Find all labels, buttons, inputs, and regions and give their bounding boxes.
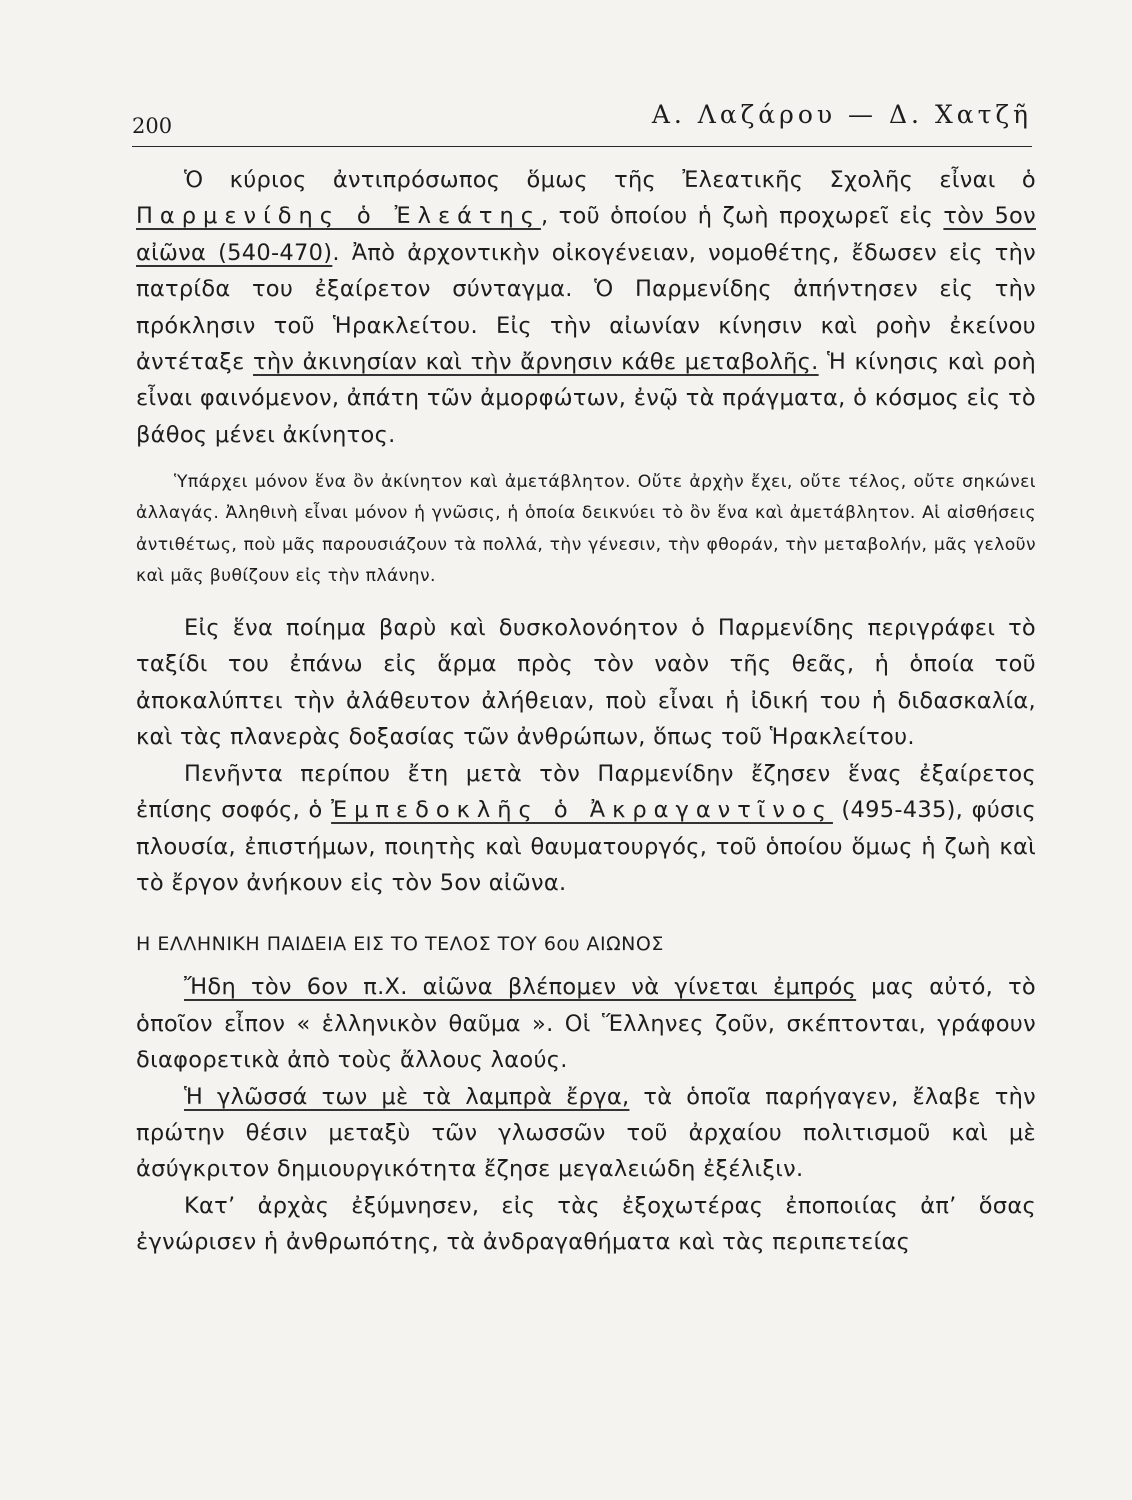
paragraph-poem: Εἰς ἕνα ποίημα βαρὺ καὶ δυσκολονόητον ὁ Παρμενίδης περιγράφει τὸ ταξίδι του ἐπάνω εἰς ἅρμα πρὸς τὸν ναὸν τῆς θεᾶς, ἡ ὁποία τοῦ ἀποκαλύπτει τὴν ἀλάθευτον ἀλήθειαν, ποὺ εἶναι ἡ ἰδική του ἡ διδασκαλία, καὶ τὰς πλανερὰς δοξασίας τῶν ἀνθρώπων, ὅπως τοῦ Ἡρακλείτου.: [136, 615, 1036, 751]
running-head: Α. Λαζάρου — Δ. Χατζῆ: [651, 100, 1032, 129]
paragraph-language: [136, 1079, 1036, 1188]
paragraph-empedocles: [136, 756, 1036, 902]
quotation-parmenides: Ὑπάρχει μόνον ἕνα ὂν ἀκίνητον καὶ ἀμετάβλητον. Οὔτε ἀρχὴν ἔχει, οὔτε τέλος, οὔτε σηκώνει ἀλλαγάς. Ἀληθινὴ εἶναι μόνον ἡ γνῶσις, ἡ ὁποία δεικνύει τὸ ὂν ἕνα καὶ ἀμετάβλητον. Αἱ αἰσθήσεις ἀντιθέτως, ποὺ μᾶς παρουσιάζουν τὰ πολλά, τὴν γένεσιν, τὴν φθοράν, τὴν μεταβολήν, μᾶς γελοῦν καὶ μᾶς βυθίζουν εἰς τὴν πλάνην.: [136, 472, 1036, 586]
text-span: Ὁ κύριος ἀντιπρόσωπος ὅμως τῆς Ἐλεατικῆς Σχολῆς εἶναι ὁ: [184, 167, 1036, 193]
section-heading: Η ΕΛΛΗΝΙΚΗ ΠΑΙΔΕΙΑ ΕΙΣ ΤΟ ΤΕΛΟΣ ΤΟΥ 6ου ΑΙΩΝΟΣ: [136, 933, 664, 956]
paragraph-greek-miracle: [136, 969, 1036, 1078]
text-span: Ἡ κίνησις καὶ ροὴ εἶναι φαινόμενον, ἀπάτη τῶν ἀμορφώτων, ἐνῷ τὰ πράγματα, ὁ κόσμος εἰς τὸ βάθος μένει ἀκίνητος.: [136, 349, 1037, 448]
page-header: [132, 96, 1032, 147]
text-span: Πενῆντα περίπου ἔτη μετὰ τὸν Παρμενίδην ἔζησεν ἕνας ἐξαίρετος ἐπίσης σοφός, ὁ: [136, 760, 1036, 824]
text-span: (495-435), φύσις πλουσία, ἐπιστήμων, ποιητὴς καὶ θαυματουργός, τοῦ ὁποίου ὅμως ἡ ζωὴ καὶ τὸ ἔργον ἀνήκουν εἰς τὸν 5ον αἰῶνα.: [136, 797, 1037, 896]
name-empedocles: Ἐμπεδοκλῆς ὁ Ἀκραγαντῖνος: [331, 797, 833, 824]
underlined-phrase: τὴν ἀκινησίαν καὶ τὴν ἄρνησιν κάθε μεταβολῆς.: [253, 349, 819, 376]
paragraph-epic: Κατ’ ἀρχὰς ἐξύμνησεν, εἰς τὰς ἐξοχωτέρας ἐποποιίας ἀπ’ ὅσας ἐγνώρισεν ἡ ἀνθρωπότης, τὰ ἀνδραγαθήματα καὶ τὰς περιπετείας: [136, 1192, 1036, 1256]
name-parmenides: Παρμενίδης ὁ Ἐλεάτης: [136, 203, 541, 230]
underlined-phrase: Ἡ γλῶσσά των μὲ τὰ λαμπρὰ ἔργα,: [184, 1083, 630, 1110]
page-body: [136, 162, 1036, 1261]
text-span: τὰ ὁποῖα παρήγαγεν, ἔλαβε τὴν πρώτην θέσιν μεταξὺ τῶν γλωσσῶν τοῦ ἀρχαίου πολιτισμοῦ καὶ μὲ ἀσύγκριτον δημιουργικότητα ἔζησε μεγαλειώδη ἐξέλιξιν.: [136, 1083, 1036, 1183]
page-number: 200: [132, 114, 173, 138]
era-parmenides: τὸν 5ον αἰῶνα (540-470): [136, 203, 1036, 266]
text-span: , τοῦ ὁποίου ἡ ζωὴ προχωρεῖ εἰς: [540, 203, 944, 230]
underlined-phrase: Ἤδη τὸν 6ον π.Χ. αἰῶνα βλέπομεν νὰ γίνεται ἐμπρός: [184, 974, 857, 1001]
text-span: . Ἀπὸ ἀρχοντικὴν οἰκογένειαν, νομοθέτης, ἔδωσεν εἰς τὴν πατρίδα του ἐξαίρετον σύνταγμα. Ὁ Παρμενίδης ἀπήντησεν εἰς τὴν πρόκλησιν τοῦ Ἡρακλείτου. Εἰς τὴν αἰωνίαν κίνησιν καὶ ροὴν ἐκείνου ἀντέταξε: [136, 239, 1037, 376]
text-span: μας αὐτό, τὸ ὁποῖον εἶπον « ἑλληνικὸν θαῦμα ». Οἱ Ἕλληνες ζοῦν, σκέπτονται, γράφουν διαφορετικὰ ἀπὸ τοὺς ἄλλους λαούς.: [136, 974, 1036, 1074]
paragraph-parmenides-intro: [136, 162, 1036, 453]
